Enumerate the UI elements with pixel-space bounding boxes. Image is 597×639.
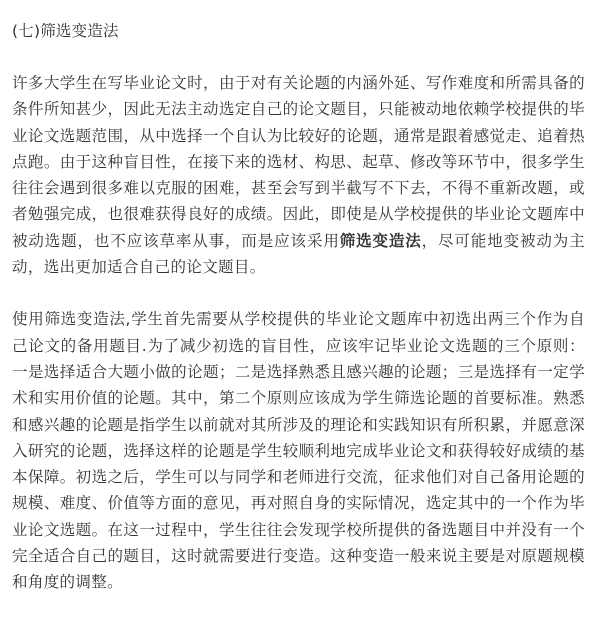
section-heading: (七)筛选变造法	[12, 22, 119, 40]
paragraph-intro-text-start: 许多大学生在写毕业论文时，由于对有关论题的内涵外延、写作难度和所需具备的条件所知甚少，因此无法主动选定自己的论文题目，只能被动地依赖学校提供的毕业论文选题范围，从中选择一个自认为比较好的论题，通常是跟着感觉走、追着热点跑。由于这种盲目性，在接下来的选材、构思、起草、修改等环节中，很多学生往往会遇到很多难以克服的困难，甚至会写到半截写不下去，不得不重新改题，或者勉强完成，也很难获得良好的成绩。因此，即使是从学校提供的毕业论文题库中被动选题，也不应该草率从事，而是应该采用	[12, 74, 585, 250]
method-name-emphasis: 筛选变造法	[339, 231, 422, 250]
paragraph-method: 使用筛选变造法,学生首先需要从学校提供的毕业论文题库中初选出两三个作为自己论文的备用题目.为了减少初选的盲目性，应该牢记毕业论文选题的三个原则：一是选择适合大题小做的论题；二是选择熟悉且感兴趣的论题；三是选择有一定学术和实用价值的论题。其中，第二个原则应该成为学生筛选论题的首要标准。熟悉和感兴趣的论题是指学生以前就对其所涉及的理论和实践知识有所积累，并愿意深入研究的论题，选择这样的论题是学生较顺利地完成毕业论文和获得较好成绩的基本保障。初选之后，学生可以与同学和老师进行交流，征求他们对自己备用论题的规模、难度、价值等方面的意见，再对照自身的实际情况，选定其中的一个作为毕业论文选题。在这一过程中，学生往往会发现学校所提供的备选题目中并没有一个完全适合自己的题目，这时就需要进行变造。这种变造一般来说主要是对原题规模和角度的调整。	[12, 310, 585, 592]
paragraph-intro	[12, 70, 585, 280]
paragraph-intro-text-end: ，尽可能地变被动为主动，选出更加适合自己的论文题目。	[12, 231, 585, 277]
